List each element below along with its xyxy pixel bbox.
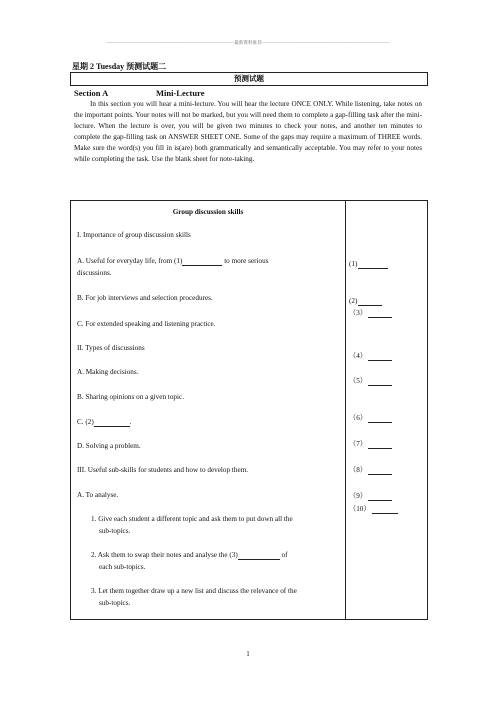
outline-text: C. (2) [77,418,94,426]
gap-3-blank [238,552,280,560]
answer-label: （10） [349,505,371,513]
answer-slot[interactable] [349,413,392,423]
outline-heading-3: III. Useful sub-skills for students and how to develop them. [77,466,249,474]
outline-heading-2: II. Types of discussions [77,344,145,352]
answer-slot[interactable] [349,351,392,361]
outline-item: C. For extended speaking and listening practice. [77,320,216,328]
gap-2-blank [94,419,130,427]
outline-subitem: sub-topics. [99,599,131,607]
answer-slot[interactable] [349,376,392,386]
answer-label: (2) [349,297,358,305]
outline-text: of [279,551,288,559]
outline-heading-1: I. Importance of group discussion skills [77,231,191,239]
answer-label: (1) [349,260,358,268]
outline-text: to more serious [222,257,269,265]
outline-item: A. Making decisions. [77,368,139,376]
outline-text: A. Useful for everyday life, from (1) [77,257,183,265]
column-divider [345,201,346,619]
section-title: Mini-Lecture [156,88,205,98]
notes-table [70,200,428,620]
answer-label: （6） [349,414,367,422]
outline-subitem: 3. Let them together draw up a new list and discuss the relevance of the [91,587,297,595]
answer-slot[interactable] [349,259,388,269]
header-banner: --------------------------------------------------------------------------------最新资料推荐-------------------------------------------------------------------------------- [106,40,390,45]
outline-item: B. For job interviews and selection procedures. [77,294,213,302]
answer-slot[interactable] [349,439,392,449]
outline-item: A. To analyse. [77,491,119,499]
answer-line [368,441,392,449]
title-box: 预测试题 [70,72,428,86]
outline-subitem: sub-topics. [99,527,131,535]
answer-line [368,467,392,475]
outline-item: B. Sharing opinions on a given topic. [77,393,185,401]
answer-label: （5） [349,377,367,385]
answer-line [358,298,382,306]
answer-label: （9） [349,492,367,500]
answer-line [368,378,392,386]
answer-line [372,506,398,514]
outline-subitem: 1. Give each student a different topic and ask them to put down all the [91,515,293,523]
page-number: 1 [246,650,250,658]
outline-item [77,417,132,427]
outline-subitem: each sub-topics. [99,563,146,571]
answer-slot[interactable] [349,465,392,475]
answer-slot[interactable] [349,491,392,501]
answer-label: （7） [349,440,367,448]
answer-label: （3） [349,309,367,317]
section-line [74,88,205,98]
answer-slot[interactable] [349,504,398,514]
section-label: Section A [74,88,109,98]
answer-label: （8） [349,466,367,474]
outline-subitem [91,550,288,560]
table-title: Group discussion skills [172,208,244,216]
answer-line [368,310,392,318]
answer-line [368,493,392,501]
gap-1-blank [182,258,222,266]
answer-slot[interactable] [349,308,392,318]
outline-text: discussions. [77,269,112,277]
outline-item [77,256,269,266]
answer-slot[interactable] [349,296,382,306]
answer-line [368,415,392,423]
outline-item: D. Solving a problem. [77,442,141,450]
outline-text: . [129,418,132,426]
answer-line [368,353,392,361]
doc-heading: 星期 2 Tuesday 预测试题二 [72,62,167,71]
answer-label: （4） [349,352,367,360]
answer-line [358,261,388,269]
outline-text: 2. Ask them to swap their notes and analyse the (3) [91,551,238,559]
intro-paragraph: In this section you will hear a mini-lecture. You will hear the lecture ONCE ONLY. While listening, take notes on the important points. Your notes will not be marked, but you will need them to complete a gap-filling task after the mini-lecture. When the lecture is over, you will be given two minutes to check your notes, and another ten minutes to complete the gap-filling task on ANSWER SHEET ONE. Some of the gaps may require a maximum of THREE words. Make sure the word(s) you fill in is(are) both grammatically and semantically acceptable. You may refer to your notes while completing the task. Use the blank sheet for note-taking. [74,100,422,164]
